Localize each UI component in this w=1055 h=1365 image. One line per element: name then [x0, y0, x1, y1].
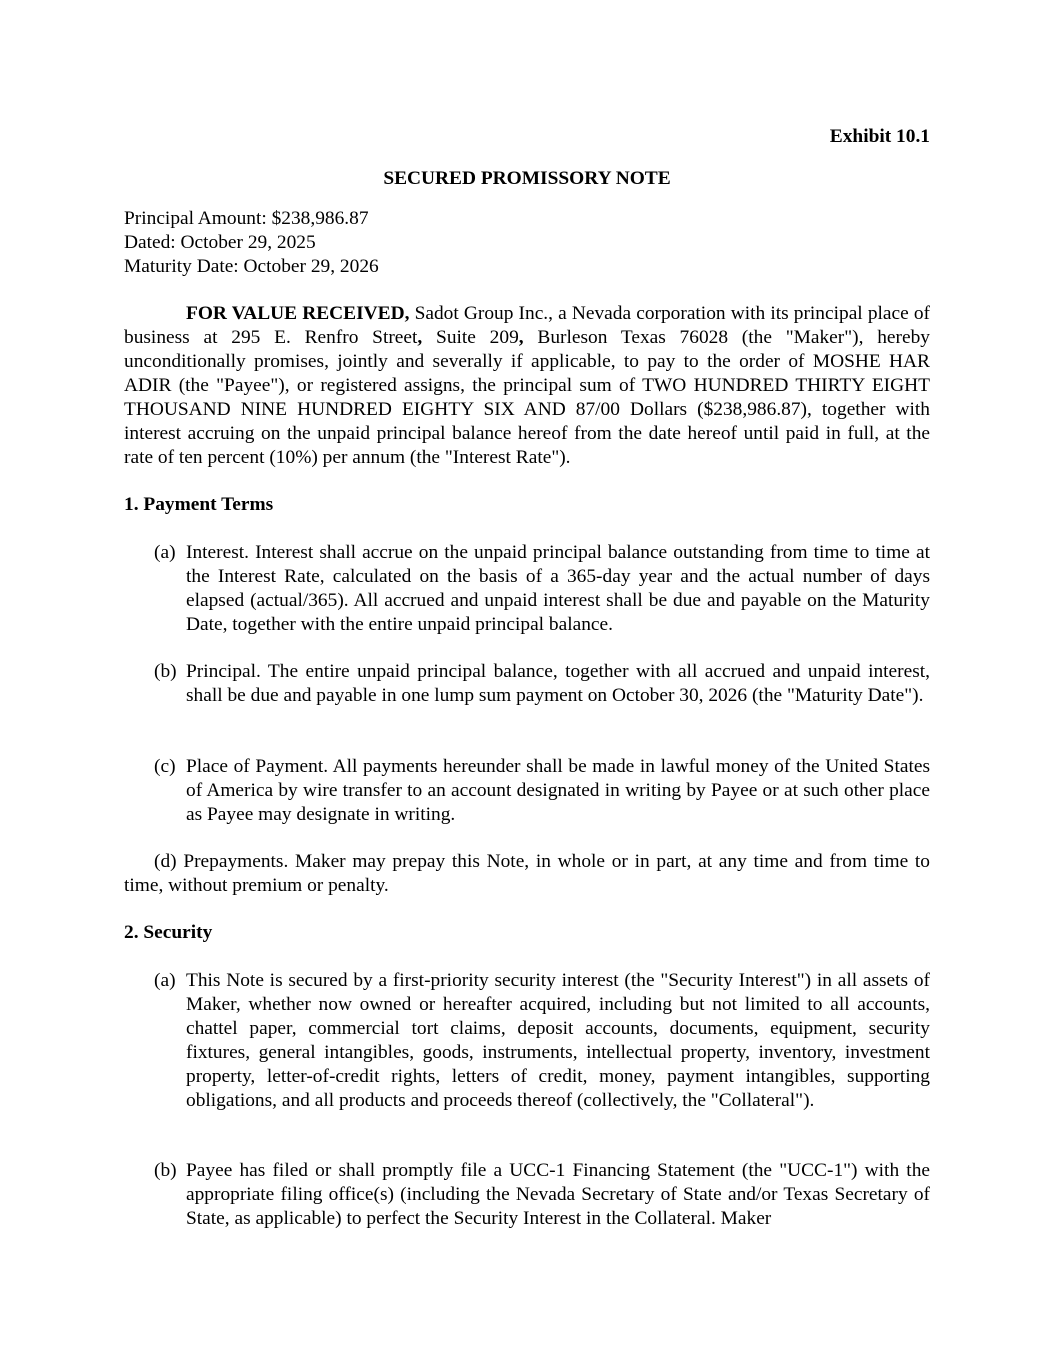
- intro-part3: Burleson Texas 76028 (the "Maker"), hereby unconditionally promises, jointly and severally if applicable, to pay to the order of MOSHE HAR ADIR (the "Payee"), or registered assigns, the principal sum of TWO HUNDRED THIRTY EIGHT THOUSAND NINE HUNDRED EIGHTY SIX AND 87/00 Dollars ($238,986.87), together with interest accruing on the unpaid principal balance hereof from the date hereof until paid in full, at the rate of ten percent (10%) per annum (the "Interest Rate").: [124, 327, 930, 468]
- clause-text: Payee has filed or shall promptly file a UCC-1 Financing Statement (the "UCC-1") with the appropriate filing office(s) (including the Nevada Secretary of State and/or Texas Secretary of State, as applicable) to perfect the Security Interest in the Collateral. Maker: [186, 1160, 930, 1229]
- section-heading-security: 2. Security: [124, 922, 213, 943]
- clause-text: This Note is secured by a first-priority security interest (the "Security Interest") in all assets of Maker, whether now owned or hereafter acquired, including but not limited to all accounts, chattel paper, commercial tort claims, deposit accounts, documents, equipment, security fixtures, general intangibles, goods, instruments, intellectual property, inventory, investment property, letter-of-credit rights, letters of credit, money, payment intangibles, supporting obligations, and all products and proceeds thereof (collectively, the "Collateral").: [186, 970, 930, 1111]
- exhibit-label: Exhibit 10.1: [829, 126, 930, 147]
- document-title: SECURED PROMISSORY NOTE: [383, 168, 671, 189]
- intro-part1: Sadot Group Inc., a Nevada corporation with its principal place of business at 295 E. Renfro Street: [124, 303, 931, 348]
- section-heading-payment-terms: 1. Payment Terms: [124, 494, 274, 515]
- clause-2b: [154, 1159, 930, 1231]
- clause-label: (a): [154, 970, 176, 991]
- clause-1d: (d) Prepayments. Maker may prepay this Note, in whole or in part, at any time and from time to time, without premium or penalty.: [124, 851, 930, 896]
- clause-1c: [154, 755, 930, 827]
- intro-paragraph: [124, 302, 930, 470]
- maturity-date: Maturity Date: October 29, 2026: [124, 256, 379, 277]
- clause-1a: [154, 541, 930, 637]
- clause-label: (a): [154, 542, 176, 563]
- clause-text: Place of Payment. All payments hereunder shall be made in lawful money of the United States of America by wire transfer to an account designated in writing by Payee or at such other place as Payee may designate in writing.: [186, 756, 930, 825]
- clause-label: (b): [154, 661, 177, 682]
- principal-amount: Principal Amount: $238,986.87: [124, 208, 369, 229]
- intro-part2: Suite 209: [422, 327, 519, 348]
- note-metadata: [124, 207, 379, 279]
- dated: Dated: October 29, 2025: [124, 232, 316, 253]
- intro-comma1: ,: [417, 327, 423, 348]
- clause-text: Interest. Interest shall accrue on the unpaid principal balance outstanding from time to time at the Interest Rate, calculated on the basis of a 365-day year and the actual number of days elapsed (actual/365). All accrued and unpaid interest shall be due and payable on the Maturity Date, together with the entire unpaid principal balance.: [186, 542, 930, 635]
- clause-text: Principal. The entire unpaid principal balance, together with all accrued and unpaid interest, shall be due and payable in one lump sum payment on October 30, 2026 (the "Maturity Date").: [186, 661, 930, 706]
- clause-1b: [154, 660, 930, 708]
- clause-2a: [154, 969, 930, 1113]
- intro-lead: FOR VALUE RECEIVED,: [186, 303, 410, 324]
- clause-label: (b): [154, 1160, 177, 1181]
- intro-comma2: ,: [518, 327, 524, 348]
- clause-label: (c): [154, 756, 176, 777]
